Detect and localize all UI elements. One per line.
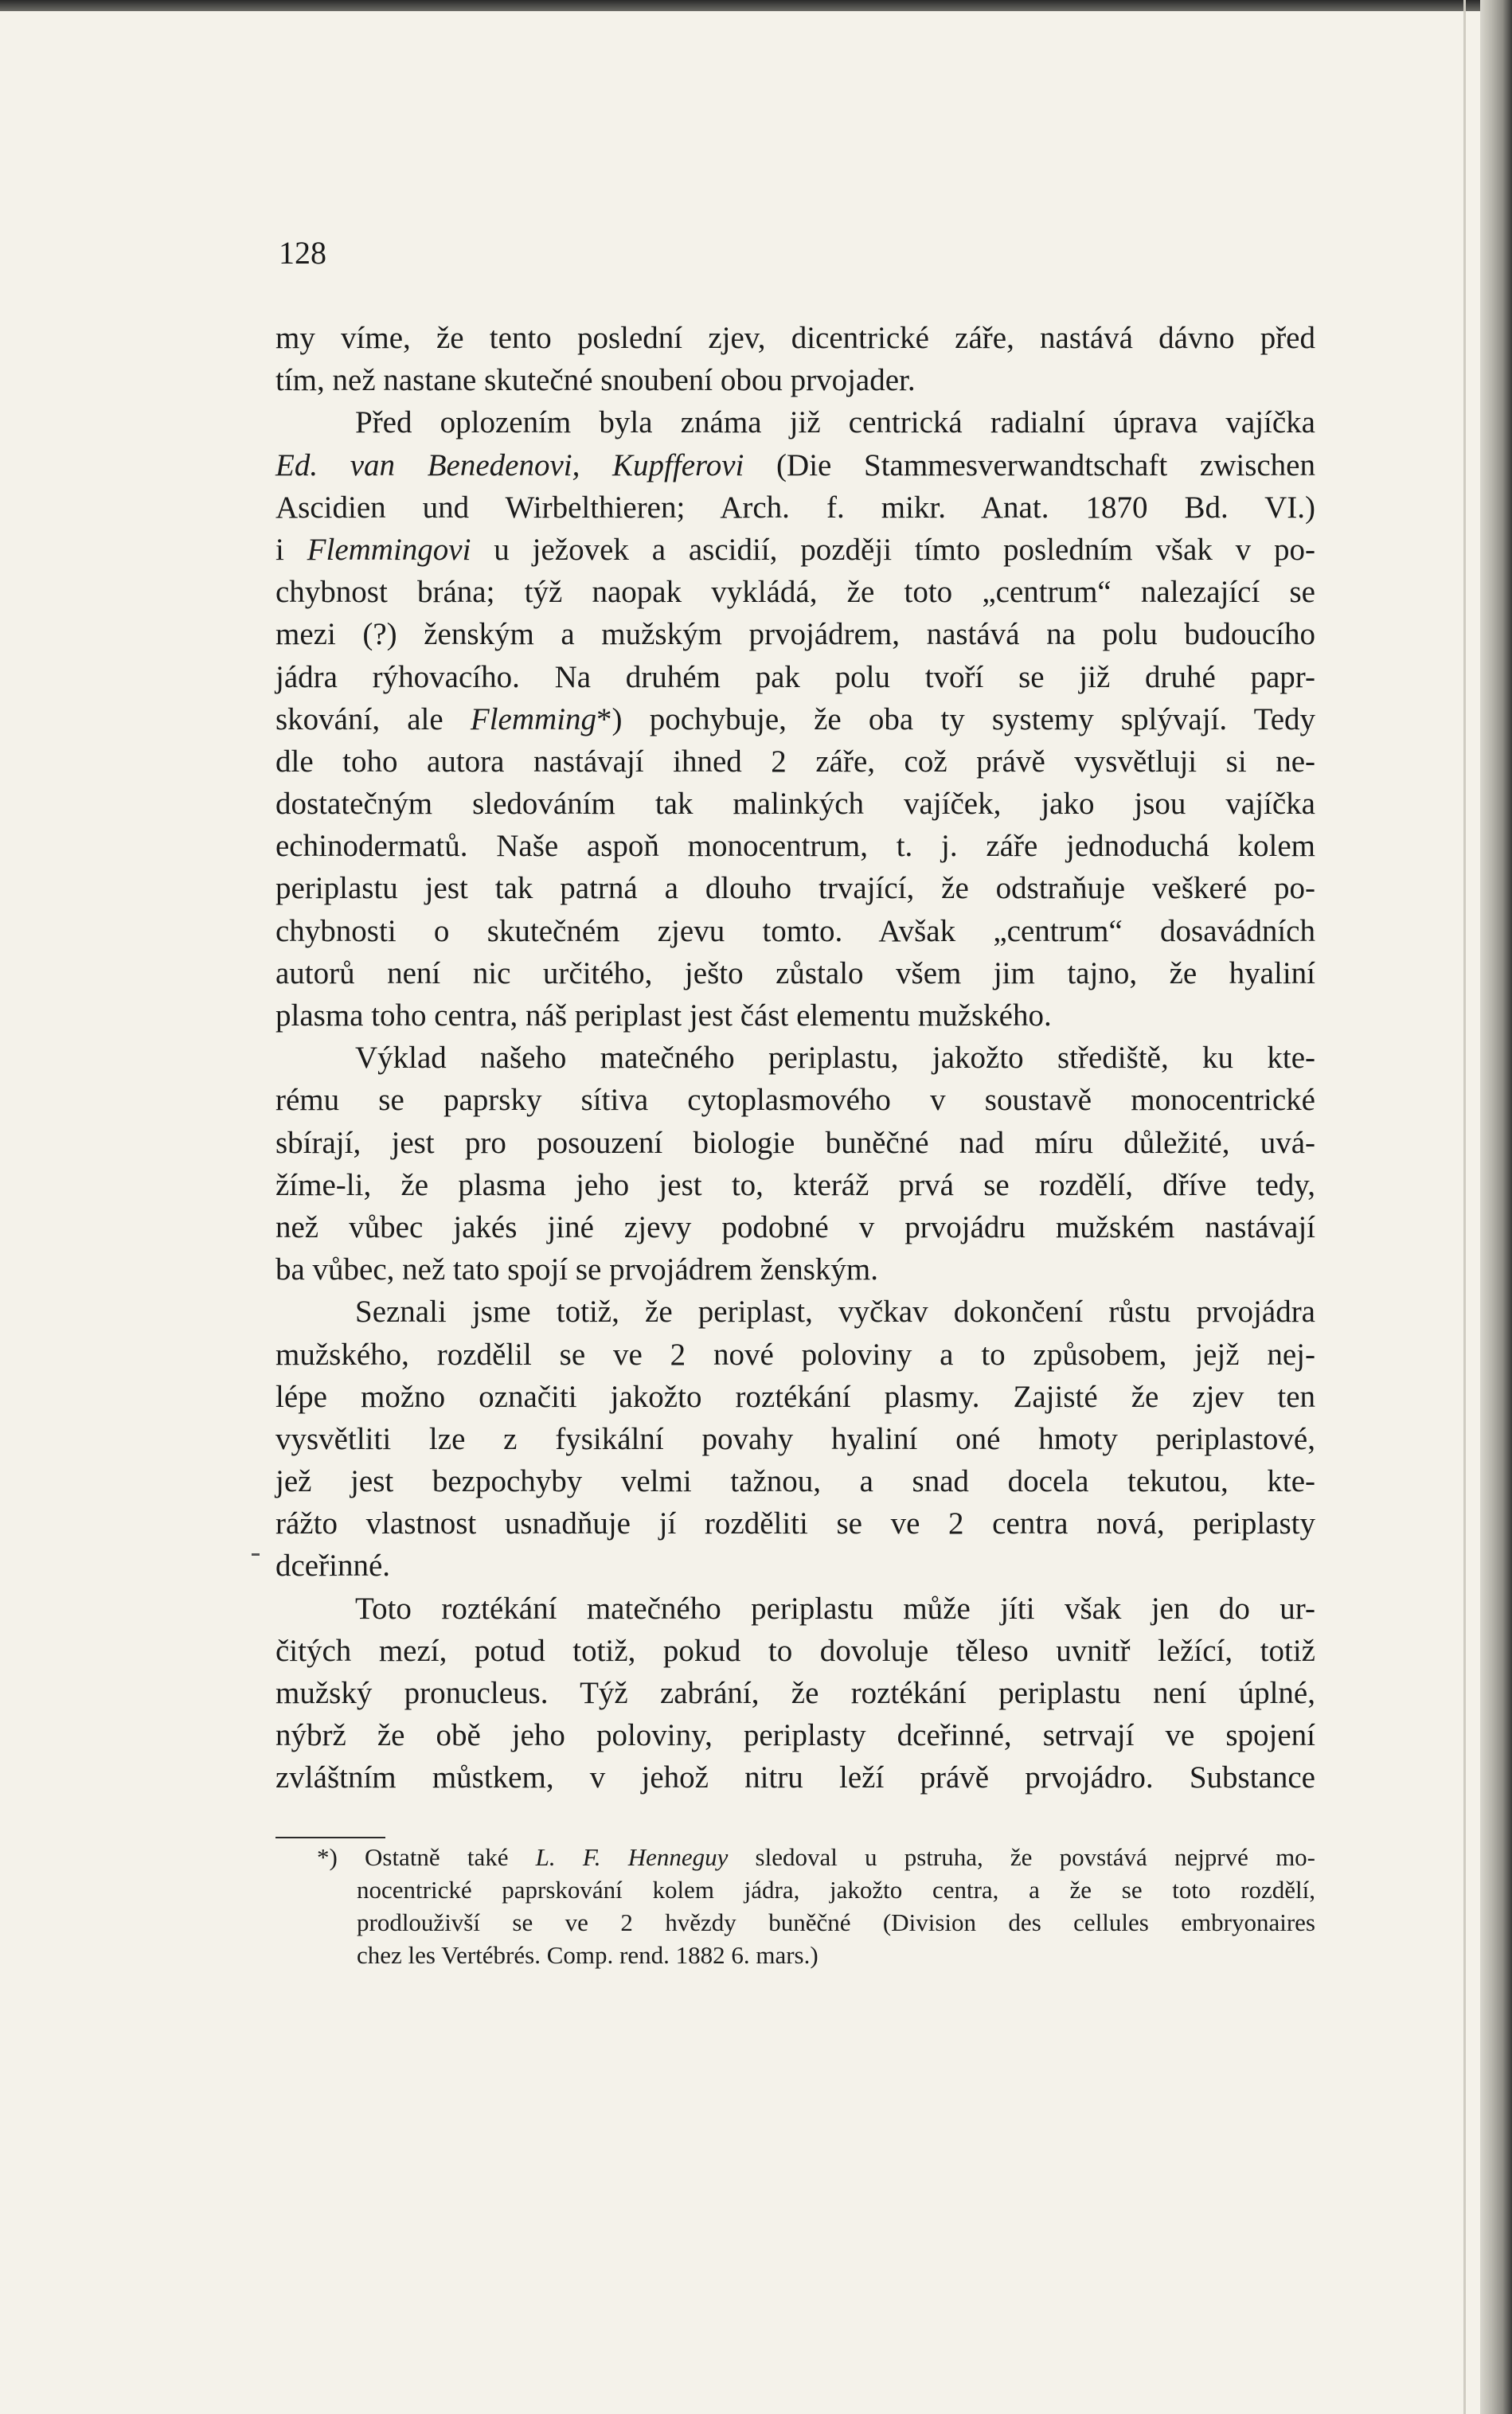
text-line: my víme, že tento poslední zjev, dicentrické záře, nastává dávno před	[275, 321, 1315, 355]
text-line: sbírají, jest pro posouzení biologie buněčné nad míru důležité, uvá-	[275, 1125, 1315, 1160]
page-edge-line	[1463, 0, 1466, 2414]
author-name: L. F. Henneguy	[535, 1843, 729, 1871]
text-line: jež jest bezpochyby velmi tažnou, a snad docela tekutou, kte-	[275, 1464, 1315, 1499]
text-line: Toto roztékání matečného periplastu může jíti však jen do ur-	[355, 1591, 1315, 1626]
author-name: Flemming	[470, 701, 597, 736]
text-line: autorů není nic určitého, ješto zůstalo všem jim tajno, že hyaliní	[275, 955, 1315, 990]
text-line: mužského, rozdělil se ve 2 nové poloviny a to způsobem, jejž nej-	[275, 1337, 1315, 1372]
book-spine-shadow	[1480, 0, 1512, 2414]
footnote-line: chez les Vertébrés. Comp. rend. 1882 6. mars.)	[357, 1941, 819, 1969]
text-line: periplastu jest tak patrná a dlouho trvající, že odstraňuje veškeré po-	[275, 871, 1315, 906]
text-line: chybnost brána; týž naopak vykládá, že toto „centrum“ nalezající se	[275, 575, 1315, 610]
text-line: ba vůbec, než tato spojí se prvojádrem ženským.	[275, 1252, 879, 1287]
text-line: vysvětliti lze z fysikální povahy hyaliní oné hmoty periplastové,	[275, 1421, 1315, 1456]
footnote	[275, 1841, 1315, 1971]
text-line: mezi (?) ženským a mužským prvojádrem, nastává na polu budoucího	[275, 617, 1315, 652]
author-name: Flemmingovi	[307, 532, 471, 567]
author-name: Ed. van Benedenovi, Kupfferovi	[275, 447, 744, 482]
text-line: Ascidien und Wirbelthieren; Arch. f. mikr. Anat. 1870 Bd. VI.)	[275, 490, 1315, 525]
page-number: 128	[279, 235, 326, 271]
scan-top-border	[0, 0, 1512, 11]
text-line: rážto vlastnost usnadňuje jí rozděliti se ve 2 centra nová, periplasty	[275, 1506, 1315, 1541]
text-line: dceřinné.	[275, 1549, 391, 1584]
text-line: mužský pronucleus. Týž zabrání, že roztékání periplastu není úplné,	[275, 1676, 1315, 1710]
footnote-line: nocentrické paprskování kolem jádra, jakožto centra, a že se toto rozdělí,	[357, 1876, 1315, 1904]
text-line: Výklad našeho matečného periplastu, jakožto střediště, ku kte-	[355, 1041, 1315, 1076]
margin-mark	[252, 1553, 260, 1556]
text-line: plasma toho centra, náš periplast jest část elementu mužského.	[275, 998, 1052, 1033]
footnote-line: prodlouživší se ve 2 hvězdy buněčné (Division des cellules embryonaires	[357, 1908, 1315, 1936]
text-line: Seznali jsme totiž, že periplast, vyčkav dokončení růstu prvojádra	[355, 1295, 1315, 1330]
text-line: Před oplozením byla známa již centrická radialní úprava vajíčka	[355, 405, 1315, 440]
text-line: čitých mezí, potud totiž, pokud to dovoluje těleso uvnitř ležící, totiž	[275, 1633, 1315, 1668]
text-line: lépe možno označiti jakožto roztékání plasmy. Zajisté že zjev ten	[275, 1379, 1315, 1414]
text-line: chybnosti o skutečném zjevu tomto. Avšak „centrum“ dosavádních	[275, 913, 1315, 948]
text-line: zvláštním můstkem, v jehož nitru leží právě prvojádro. Substance	[275, 1760, 1315, 1795]
text-line: dle toho autora nastávají ihned 2 záře, což právě vysvětluji si ne-	[275, 744, 1315, 779]
text-line: než vůbec jakés jiné zjevy podobné v prvojádru mužském nastávají	[275, 1209, 1315, 1244]
text-line: nýbrž že obě jeho poloviny, periplasty dceřinné, setrvají ve spojení	[275, 1718, 1315, 1753]
text-line: rému se paprsky sítiva cytoplasmového v soustavě monocentrické	[275, 1083, 1315, 1118]
text-line: žíme-li, že plasma jeho jest to, kteráž prvá se rozdělí, dříve tedy,	[275, 1167, 1315, 1202]
text-line: jádra rýhovacího. Na druhém pak polu tvoří se již druhé papr-	[275, 659, 1315, 694]
footnote-rule	[275, 1837, 385, 1838]
text-line: dostatečným sledováním tak malinkých vajíček, jako jsou vajíčka	[275, 787, 1315, 822]
body-text	[275, 317, 1315, 1799]
text-line: tím, než nastane skutečné snoubení obou prvojader.	[275, 363, 916, 398]
text-line: skování, ale Flemming*) pochybuje, že oba ty systemy splývají. Tedy	[275, 701, 1316, 736]
footnote-line: *) Ostatně také L. F. Henneguy sledoval u pstruha, že povstává nejprvé mo-	[317, 1843, 1315, 1871]
text-line: Ed. van Benedenovi, Kupfferovi (Die Stammesverwandtschaft zwischen	[275, 447, 1315, 482]
text-line: i Flemmingovi u ježovek a ascidií, později tímto posledním však v po-	[275, 532, 1315, 567]
text-line: echinodermatů. Naše aspoň monocentrum, t. j. záře jednoduchá kolem	[275, 829, 1315, 864]
